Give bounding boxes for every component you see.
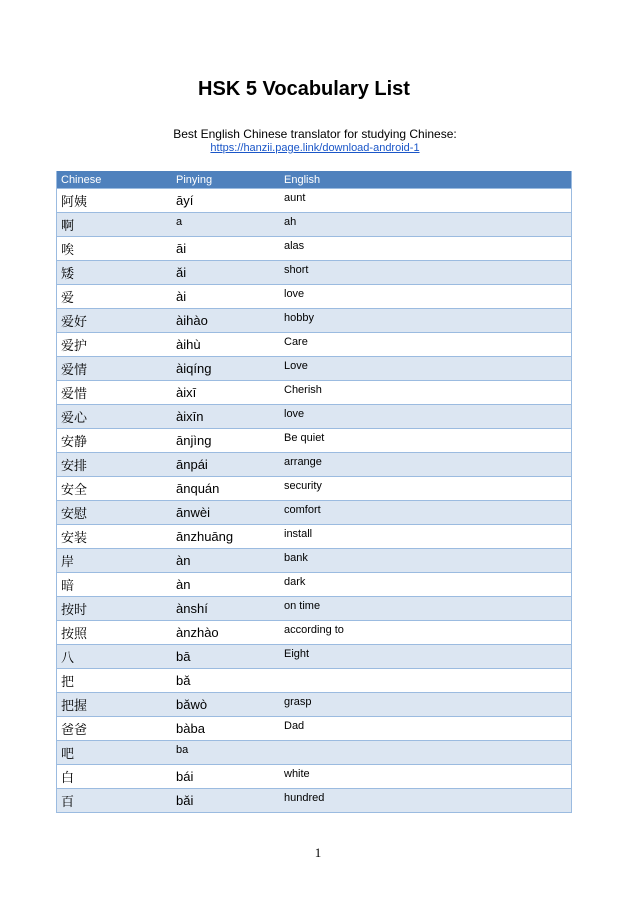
cell-pinyin: bái	[176, 769, 194, 784]
cell-pinyin: àixīn	[176, 409, 204, 424]
header-pinying: Pinying	[176, 173, 213, 186]
cell-chinese: 八	[61, 650, 75, 665]
table-row	[57, 620, 571, 644]
cell-chinese: 暗	[61, 578, 75, 593]
table-row	[57, 548, 571, 572]
cell-chinese: 爱	[61, 290, 75, 305]
header-english: English	[284, 173, 321, 186]
table-header-row	[57, 171, 571, 188]
cell-english: arrange	[284, 455, 322, 468]
cell-english: dark	[284, 575, 306, 588]
table-row	[57, 668, 571, 692]
table-row	[57, 260, 571, 284]
cell-chinese: 岸	[61, 554, 75, 569]
cell-chinese: 爱好	[61, 314, 88, 329]
cell-english	[280, 678, 569, 684]
cell-english: Eight	[284, 647, 310, 660]
cell-english: Be quiet	[284, 431, 325, 444]
cell-pinyin: bǎwò	[176, 697, 208, 712]
cell-chinese: 爱心	[61, 410, 88, 425]
cell-pinyin: àihù	[176, 337, 201, 352]
cell-english: bank	[284, 551, 308, 564]
table-row	[57, 572, 571, 596]
page-title: HSK 5 Vocabulary List	[198, 78, 410, 100]
cell-chinese: 安慰	[61, 506, 88, 521]
table-row	[57, 596, 571, 620]
cell-pinyin: bǎ	[176, 673, 191, 688]
cell-english: short	[284, 263, 309, 276]
cell-chinese: 百	[61, 794, 75, 809]
table-row	[57, 404, 571, 428]
cell-english: comfort	[284, 503, 321, 516]
cell-pinyin: āyí	[176, 193, 194, 208]
cell-pinyin: ānzhuāng	[176, 529, 234, 544]
cell-english: Dad	[284, 719, 305, 732]
cell-chinese: 阿姨	[61, 194, 88, 209]
cell-pinyin: bā	[176, 649, 191, 664]
cell-english: hobby	[284, 311, 314, 324]
cell-english: Love	[284, 359, 308, 372]
cell-chinese: 安全	[61, 482, 88, 497]
cell-chinese: 爸爸	[61, 722, 88, 737]
table-row	[57, 740, 571, 764]
cell-english: white	[284, 767, 310, 780]
page-number: 1	[314, 845, 322, 860]
cell-pinyin: bǎi	[176, 793, 194, 808]
table-row	[57, 236, 571, 260]
cell-chinese: 矮	[61, 266, 75, 281]
cell-english: aunt	[284, 191, 306, 204]
table-row	[57, 692, 571, 716]
table-row	[57, 644, 571, 668]
cell-chinese: 爱情	[61, 362, 88, 377]
cell-english: according to	[284, 623, 344, 636]
cell-english	[280, 750, 569, 756]
table-row	[57, 284, 571, 308]
cell-pinyin: àixī	[176, 385, 197, 400]
cell-english: alas	[284, 239, 305, 252]
table-row	[57, 452, 571, 476]
cell-chinese: 安装	[61, 530, 88, 545]
table-row	[57, 524, 571, 548]
cell-chinese: 唉	[61, 242, 75, 257]
table-row	[57, 308, 571, 332]
cell-chinese: 爱惜	[61, 386, 88, 401]
cell-pinyin: ānpái	[176, 457, 208, 472]
cell-pinyin: ba	[176, 743, 189, 756]
cell-pinyin: ānjìng	[176, 433, 212, 448]
cell-chinese: 白	[61, 770, 75, 785]
vocabulary-table	[56, 171, 572, 813]
cell-english: love	[284, 287, 305, 300]
cell-english: install	[284, 527, 313, 540]
table-row	[57, 332, 571, 356]
cell-chinese: 啊	[61, 218, 75, 233]
header-chinese: Chinese	[61, 173, 102, 186]
table-row	[57, 380, 571, 404]
cell-english: on time	[284, 599, 321, 612]
cell-chinese: 按照	[61, 626, 88, 641]
cell-english: security	[284, 479, 322, 492]
cell-chinese: 按时	[61, 602, 88, 617]
cell-english: ah	[284, 215, 297, 228]
cell-pinyin: ànzhào	[176, 625, 219, 640]
cell-pinyin: ānwèi	[176, 505, 210, 520]
cell-english: hundred	[284, 791, 325, 804]
table-row	[57, 716, 571, 740]
cell-pinyin: ànshí	[176, 601, 208, 616]
cell-chinese: 把握	[61, 698, 88, 713]
cell-pinyin: àiqíng	[176, 361, 212, 376]
cell-english: Care	[284, 335, 308, 348]
cell-pinyin: àihào	[176, 313, 208, 328]
table-row	[57, 500, 571, 524]
cell-pinyin: àn	[176, 553, 191, 568]
cell-pinyin: a	[176, 215, 183, 228]
cell-pinyin: ānquán	[176, 481, 220, 496]
cell-pinyin: āi	[176, 241, 187, 256]
cell-pinyin: ài	[176, 289, 187, 304]
cell-chinese: 把	[61, 674, 75, 689]
table-row	[57, 788, 571, 812]
subtitle: Best English Chinese translator for studying Chinese:	[173, 127, 457, 141]
table-row	[57, 476, 571, 500]
cell-chinese: 爱护	[61, 338, 88, 353]
table-row	[57, 212, 571, 236]
cell-english: Cherish	[284, 383, 322, 396]
cell-chinese: 安静	[61, 434, 88, 449]
table-row	[57, 356, 571, 380]
table-row	[57, 764, 571, 788]
cell-chinese: 安排	[61, 458, 88, 473]
cell-pinyin: àn	[176, 577, 191, 592]
cell-chinese: 吧	[61, 746, 75, 761]
cell-english: love	[284, 407, 305, 420]
table-row	[57, 188, 571, 212]
cell-pinyin: ǎi	[176, 265, 187, 280]
download-link[interactable]: https://hanzii.page.link/download-android-1	[210, 142, 420, 154]
cell-pinyin: bàba	[176, 721, 205, 736]
table-row	[57, 428, 571, 452]
cell-english: grasp	[284, 695, 312, 708]
